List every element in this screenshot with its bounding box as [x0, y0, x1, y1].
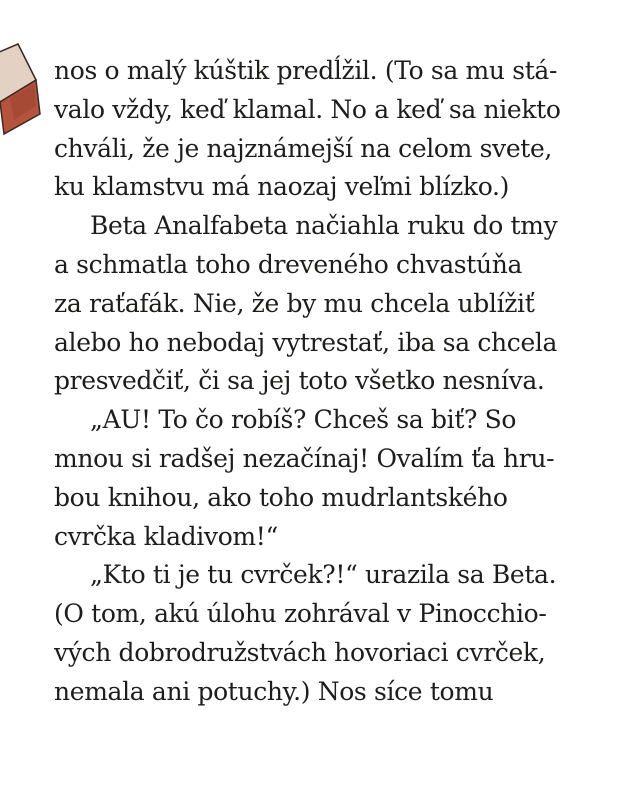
- text-line: a schmatla toho dreveného chvastúňa: [54, 249, 523, 279]
- text-line: mnou si radšej nezačínaj! Ovalím ťa hru-: [54, 443, 555, 473]
- text-line: presvedčiť, či sa jej toto všetko nesníva.: [54, 366, 545, 396]
- story-text: [54, 52, 614, 712]
- text-line: cvrčka kladivom!“: [54, 521, 278, 551]
- text-line: (O tom, akú úlohu zohrával v Pinocchio-: [54, 599, 547, 629]
- paragraph-start-line: „Kto ti je tu cvrček?!“ urazila sa Beta.: [90, 560, 557, 590]
- paragraph-start-line: „AU! To čo robíš? Chceš sa biť? So: [90, 405, 517, 435]
- text-line: chváli, že je najznámejší na celom svete,: [54, 133, 553, 163]
- text-line: nos o malý kúštik predĺžil. (To sa mu stá-: [54, 56, 558, 85]
- text-line: alebo ho nebodaj vytrestať, iba sa chcela: [54, 327, 558, 357]
- paragraph-start-line: Beta Analfabeta načiahla ruku do tmy: [90, 211, 558, 241]
- text-line: vých dobrodružstvách hovoriaci cvrček,: [54, 637, 546, 667]
- text-line: ku klamstvu má naozaj veľmi blízko.): [54, 172, 509, 202]
- text-line: nemala ani potuchy.) Nos síce tomu: [54, 676, 494, 706]
- text-line: bou knihou, ako toho mudrlantského: [54, 482, 508, 512]
- text-line: za raťafák. Nie, že by mu chcela ublížiť: [54, 288, 535, 318]
- wooden-block-fragment-icon: [0, 40, 48, 136]
- text-line: valo vždy, keď klamal. No a keď sa niekto: [54, 94, 561, 124]
